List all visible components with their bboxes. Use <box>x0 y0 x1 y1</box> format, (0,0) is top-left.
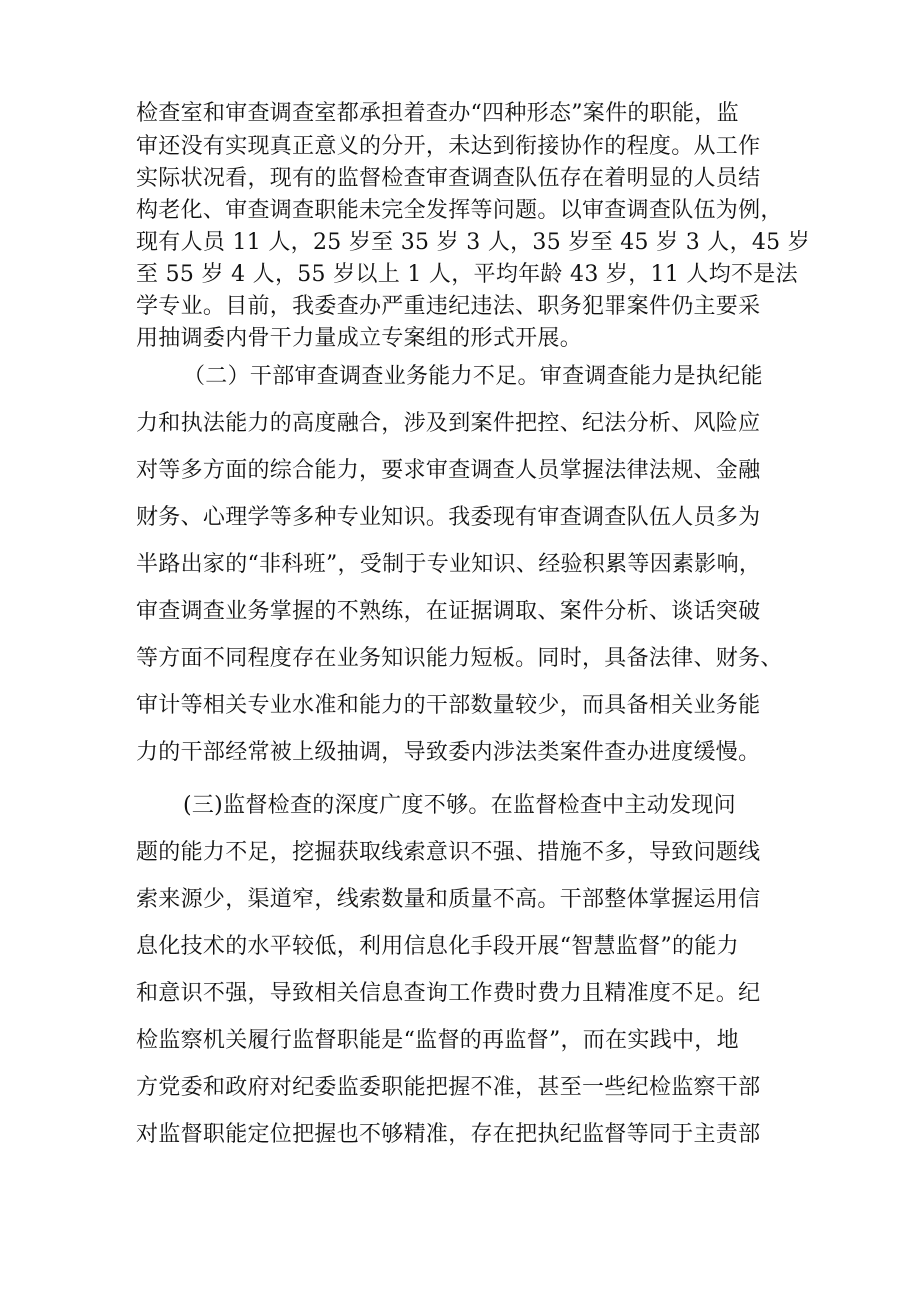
paragraph-2-line-3: 对等多方面的综合能力，要求审查调查人员掌握法律法规、金融 <box>136 458 761 483</box>
paragraph-1-line-7: 学专业。目前，我委查办严重违纪违法、职务犯罪案件仍主要采 <box>136 294 761 319</box>
paragraph-3-line-7: 方党委和政府对纪委监委职能把握不准，甚至一些纪检监察干部 <box>136 1075 761 1100</box>
paragraph-3-line-1: (三)监督检查的深度广度不够。在监督检查中主动发现问 <box>183 793 736 818</box>
paragraph-3-line-5: 和意识不强，导致相关信息查询工作费时费力且精准度不足。纪 <box>136 981 761 1006</box>
paragraph-2-line-4: 财务、心理学等多种专业知识。我委现有审查调查队伍人员多为 <box>136 505 761 530</box>
paragraph-1-line-3: 实际状况看，现有的监督检查审查调查队伍存在着明显的人员结 <box>136 166 761 191</box>
paragraph-2-line-8: 审计等相关专业水准和能力的干部数量较少，而具备相关业务能 <box>136 693 761 718</box>
paragraph-3-line-6: 检监察机关履行监督职能是“监督的再监督”，而在实践中，地 <box>136 1028 739 1053</box>
paragraph-2-line-7: 等方面不同程度存在业务知识能力短板。同时，具备法律、财务、 <box>136 646 783 671</box>
paragraph-2-line-9: 力的干部经常被上级抽调，导致委内涉法类案件查办进度缓慢。 <box>136 740 761 765</box>
paragraph-3-line-2: 题的能力不足，挖掘获取线索意识不强、措施不多，导致问题线 <box>136 840 761 865</box>
paragraph-1-line-4: 构老化、审查调查职能未完全发挥等问题。以审查调查队伍为例， <box>136 198 783 223</box>
paragraph-1-line-5: 现有人员 11 人，25 岁至 35 岁 3 人，35 岁至 45 岁 3 人，45 岁 <box>136 230 811 255</box>
paragraph-3-line-3: 索来源少，渠道窄，线索数量和质量不高。干部整体掌握运用信 <box>136 887 761 912</box>
paragraph-1-line-8: 用抽调委内骨干力量成立专案组的形式开展。 <box>136 326 583 351</box>
paragraph-2-line-2: 力和执法能力的高度融合，涉及到案件把控、纪法分析、风险应 <box>136 411 761 436</box>
paragraph-2-line-1: （二）干部审查调查业务能力不足。审查调查能力是执纪能 <box>183 364 763 389</box>
paragraph-2-line-5: 半路出家的“非科班”，受制于专业知识、经验积累等因素影响， <box>136 552 762 577</box>
paragraph-3-line-8: 对监督职能定位把握也不够精准，存在把执纪监督等同于主责部 <box>136 1122 761 1147</box>
paragraph-1-line-2: 审还没有实现真正意义的分开，未达到衔接协作的程度。从工作 <box>136 134 761 159</box>
paragraph-1-line-6: 至 55 岁 4 人，55 岁以上 1 人，平均年龄 43 岁，11 人均不是法 <box>136 262 798 287</box>
paragraph-3-line-4: 息化技术的水平较低，利用信息化手段开展“智慧监督”的能力 <box>136 934 739 959</box>
paragraph-2-line-6: 审查调查业务掌握的不熟练，在证据调取、案件分析、谈话突破 <box>136 599 761 624</box>
paragraph-1-line-1: 检查室和审查调查室都承担着查办“四种形态”案件的职能，监 <box>136 101 739 126</box>
